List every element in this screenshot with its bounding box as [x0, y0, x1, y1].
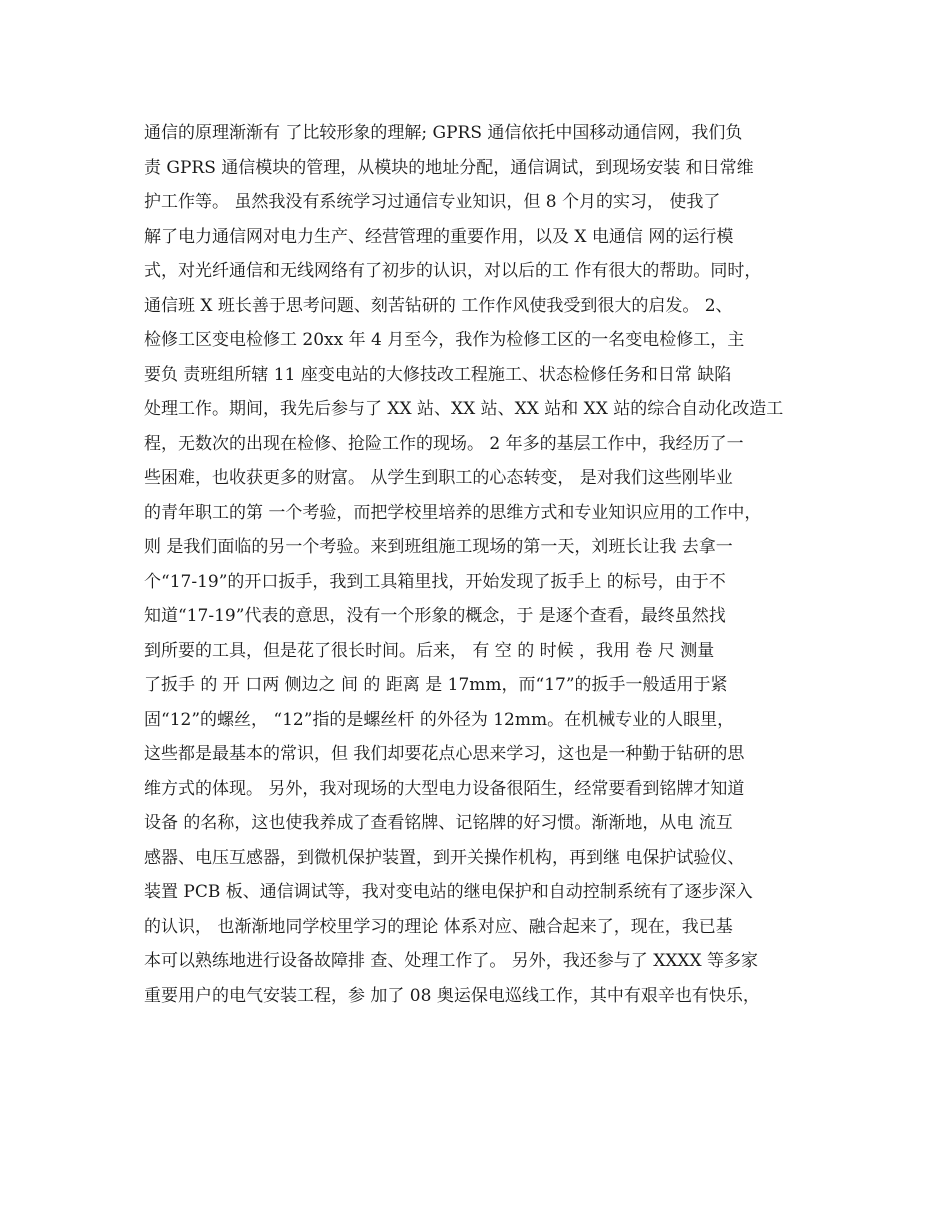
- text-line: 这些都是最基本的常识，但 我们却要花点心思来学习，这也是一种勤于钻研的思: [144, 744, 745, 764]
- text-line: 要负 责班组所辖 11 座变电站的大修技改工程施工、状态检修任务和日常 缺陷: [144, 364, 732, 385]
- text-line: 到所要的工具，但是花了很长时间。后来， 有 空 的 时候 ，我用 卷 尺 测量: [144, 640, 715, 661]
- text-line: 感器、电压互感器，到微机保护装置，到开关操作机构，再到继 电保护试验仪、: [144, 847, 745, 868]
- text-line: 个“17-19”的开口扳手，我到工具箱里找，开始发现了扳手上 的标号，由于不: [144, 571, 726, 592]
- text-line: 式，对光纤通信和无线网络有了初步的认识，对以后的工 作有很大的帮助。同时，: [144, 261, 762, 281]
- text-line: 责 GPRS 通信模块的管理，从模块的地址分配，通信调试，到现场安装 和日常维: [144, 157, 754, 178]
- text-line: 维方式的体现。 另外，我对现场的大型电力设备很陌生，经常要看到铭牌才知道: [144, 778, 745, 799]
- text-line: 则 是我们面临的另一个考验。来到班组施工现场的第一天，刘班长让我 去拿一: [144, 537, 733, 557]
- text-line: 的认识， 也渐渐地同学校里学习的理论 体系对应、融合起来了，现在，我已基: [144, 916, 733, 937]
- text-line: 本可以熟练地进行设备故障排 查、处理工作了。 另外，我还参与了 XXXX 等多家: [144, 951, 759, 971]
- body-text: [144, 116, 824, 1013]
- text-line: 解了电力通信网对电力生产、经营管理的重要作用，以及 X 电通信 网的运行模: [144, 226, 734, 247]
- text-line: 的青年职工的第 一个考验，而把学校里培养的思维方式和专业知识应用的工作中，: [144, 502, 762, 523]
- text-line: 通信的原理渐渐有 了比较形象的理解; GPRS 通信依托中国移动通信网，我们负: [144, 123, 743, 143]
- text-line: 设备 的名称，这也使我养成了查看铭牌、记铭牌的好习惯。渐渐地，从电 流互: [144, 813, 733, 833]
- text-line: 知道“17-19”代表的意思，没有一个形象的概念，于 是逐个查看，最终虽然找: [144, 606, 726, 626]
- text-line: 程，无数次的出现在检修、抢险工作的现场。 2 年多的基层工作中，我经历了一: [144, 433, 744, 454]
- text-line: 通信班 X 班长善于思考问题、刻苦钻研的 工作作风使我受到很大的启发。 2、: [144, 295, 733, 316]
- text-line: 检修工区变电检修工 20xx 年 4 月至今，我作为检修工区的一名变电检修工，主: [144, 330, 745, 350]
- text-line: 处理工作。期间，我先后参与了 XX 站、XX 站、XX 站和 XX 站的综合自动化改造工: [144, 399, 784, 419]
- text-line: 固“12”的螺丝， “12”指的是螺丝杆 的外径为 12mm。在机械专业的人眼里，: [144, 709, 735, 730]
- text-line: 装置 PCB 板、通信调试等，我对变电站的继电保护和自动控制系统有了逐步深入: [144, 882, 753, 902]
- text-line: 些困难，也收获更多的财富。 从学生到职工的心态转变， 是对我们这些刚毕业: [144, 468, 733, 488]
- text-line: 护工作等。 虽然我没有系统学习过通信专业知识，但 8 个月的实习， 使我了: [144, 192, 721, 212]
- text-line: 重要用户的电气安装工程，参 加了 08 奥运保电巡线工作，其中有艰辛也有快乐，: [144, 985, 760, 1006]
- text-line: 了扳手 的 开 口两 侧边之 间 的 距离 是 17mm，而“17”的扳手一般适用于紧: [144, 675, 728, 695]
